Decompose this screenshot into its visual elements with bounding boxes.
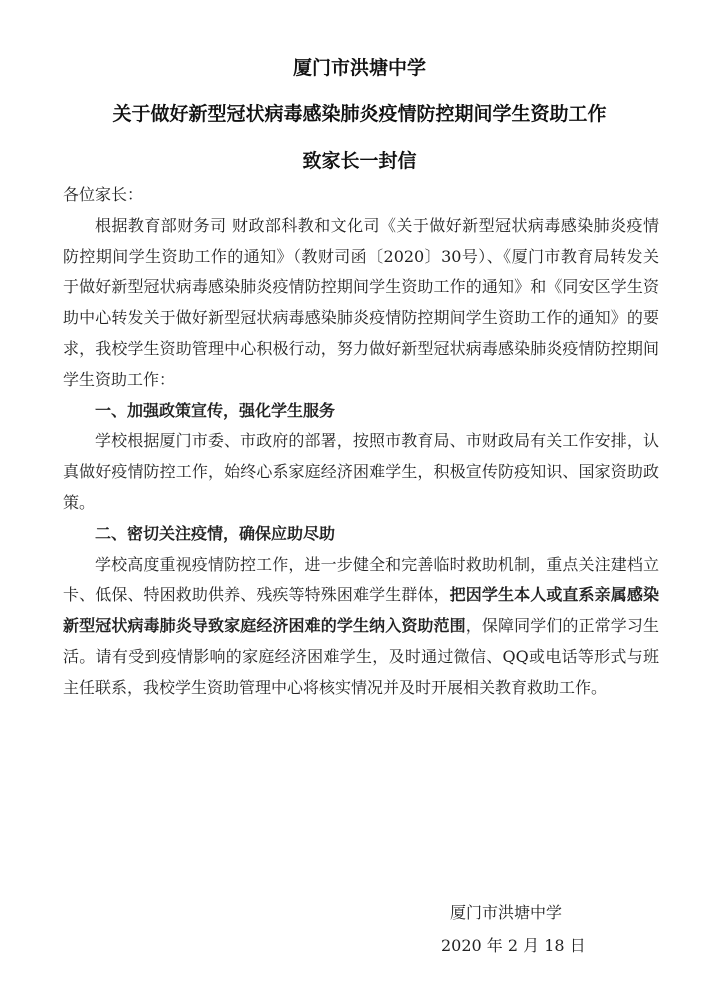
section-2-heading: 二、密切关注疫情，确保应助尽助	[95, 523, 336, 543]
salutation: 各位家长：	[63, 185, 144, 204]
section-2-text-end: ，保障同学们的正常学习生活。请有受到疫情影响的家庭经济困难学生，及时通过微信、QQ或电话等形式与班主任联系，我校学生资助管理中心将核实情况并及时开展相关教育救助工作。	[63, 616, 659, 697]
document-title: 关于做好新型冠状病毒感染肺炎疫情防控期间学生资助工作	[112, 103, 607, 125]
section-1-heading: 一、加强政策宣传，强化学生服务	[95, 400, 336, 420]
letter-body	[63, 180, 659, 704]
section-2-paragraph	[63, 550, 659, 704]
section-1-paragraph: 学校根据厦门市委、市政府的部署，按照市教育局、市财政局有关工作安排，认真做好疫情防控工作，始终心系家庭经济困难学生，积极宣传防疫知识、国家资助政策。	[63, 431, 659, 512]
section-2-emphasis: 把因学生本人或直系亲属感染新型冠状病毒肺炎导致家庭经济困难的学生纳入资助范围	[63, 585, 659, 636]
intro-paragraph: 根据教育部财务司 财政部科教和文化司《关于做好新型冠状病毒感染肺炎疫情防控期间学生资助工作的通知》（教财司函〔2020〕30号）、《厦门市教育局转发关于做好新型冠状病毒感染肺炎疫情防控期间学生资助工作的通知》和《同安区学生资助中心转发关于做好新型冠状病毒感染肺炎疫情防控期间学生资助工作的通知》的要求，我校学生资助管理中心积极行动，努力做好新型冠状病毒感染肺炎疫情防控期间学生资助工作：	[63, 215, 659, 389]
signature-school: 厦门市洪塘中学	[450, 903, 563, 922]
signature-date: 2020 年 2 月 18 日	[441, 936, 586, 955]
section-2-text-start: 学校高度重视疫情防控工作，进一步健全和完善临时救助机制，重点关注建档立卡、低保、特困救助供养、残疾等特殊困难学生群体，	[63, 554, 659, 605]
school-title: 厦门市洪塘中学	[292, 57, 426, 79]
document-subtitle: 致家长一封信	[302, 150, 417, 172]
